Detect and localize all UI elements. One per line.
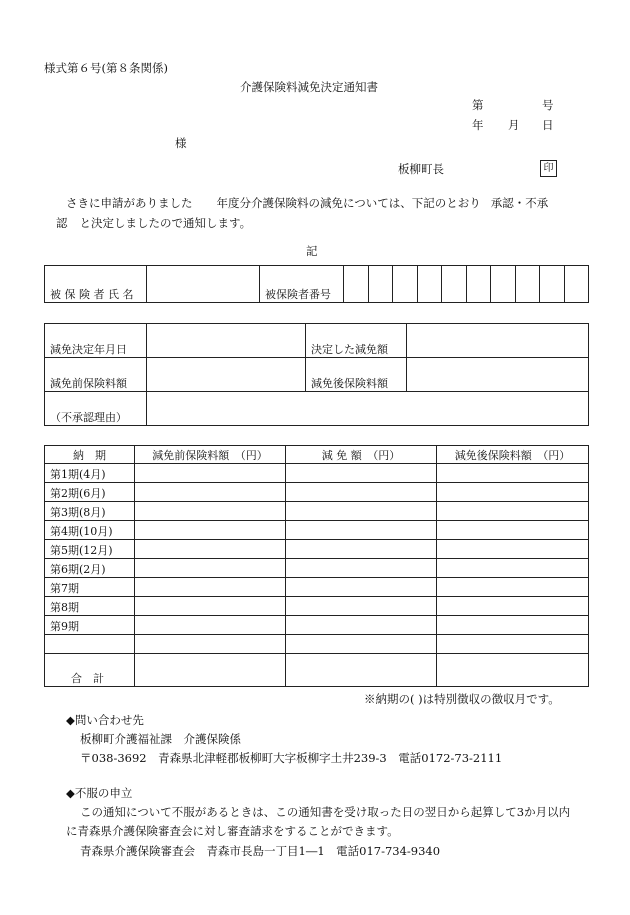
before-cell[interactable] (135, 578, 286, 597)
appeal-office: 青森県介護保険審査会 青森市長島一丁目1―1 電話017-734-9340 (80, 844, 441, 858)
before-cell[interactable] (135, 540, 286, 559)
before-amount-field[interactable] (147, 358, 306, 392)
schedule-table (44, 445, 589, 687)
period-label: 第7期 (45, 578, 135, 597)
appeal-heading: ◆不服の申立 (66, 786, 133, 800)
insured-number-digit[interactable] (417, 266, 442, 303)
total-label: 合 計 (45, 654, 135, 687)
reduction-cell[interactable] (286, 559, 437, 578)
before-cell[interactable] (135, 521, 286, 540)
table-row (45, 502, 589, 521)
before-cell[interactable] (135, 559, 286, 578)
period-label: 第2期(6月) (45, 483, 135, 502)
decision-amount-field[interactable] (407, 324, 589, 358)
decision-table (44, 323, 589, 426)
rejection-reason-field[interactable] (147, 392, 589, 426)
period-label: 第6期(2月) (45, 559, 135, 578)
after-cell[interactable] (437, 597, 589, 616)
after-cell[interactable] (437, 635, 589, 654)
period-label: 第9期 (45, 616, 135, 635)
ki-heading: 記 (306, 244, 318, 258)
period-label: 第3期(8月) (45, 502, 135, 521)
reduction-cell[interactable] (286, 464, 437, 483)
reduction-cell[interactable] (286, 521, 437, 540)
seal-mark: 印 (540, 160, 557, 177)
after-amount-label: 減免後保険料額 (306, 358, 407, 392)
insured-number-digit[interactable] (393, 266, 418, 303)
table-row (45, 483, 589, 502)
reduction-cell[interactable] (286, 502, 437, 521)
schedule-header: 減 免 額 （円） (286, 446, 437, 464)
total-reduction-cell[interactable] (286, 654, 437, 687)
insured-number-digit[interactable] (540, 266, 565, 303)
before-cell[interactable] (135, 502, 286, 521)
reduction-cell[interactable] (286, 616, 437, 635)
contact-address: 〒038-3692 青森県北津軽郡板柳町大字板柳字土井239-3 電話0172-73-2111 (80, 751, 503, 765)
before-cell[interactable] (135, 483, 286, 502)
before-cell[interactable] (135, 597, 286, 616)
period-label: 第4期(10月) (45, 521, 135, 540)
date-month: 月 (508, 118, 520, 132)
period-label: 第5期(12月) (45, 540, 135, 559)
date-year: 年 (472, 118, 484, 132)
insured-number-digit[interactable] (564, 266, 589, 303)
after-cell[interactable] (437, 483, 589, 502)
insured-table (44, 265, 589, 303)
after-cell[interactable] (437, 578, 589, 597)
contact-heading: ◆問い合わせ先 (66, 713, 144, 727)
reduction-cell[interactable] (286, 578, 437, 597)
period-label: 第8期 (45, 597, 135, 616)
form-number: 様式第６号(第８条関係) (44, 61, 168, 75)
decision-amount-label: 決定した減免額 (306, 324, 407, 358)
schedule-note: ※納期の( )は特別徴収の徴収月です。 (364, 692, 560, 706)
after-amount-field[interactable] (407, 358, 589, 392)
insured-name-field[interactable] (147, 266, 260, 303)
period-label: 第1期(4月) (45, 464, 135, 483)
after-cell[interactable] (437, 616, 589, 635)
insured-number-digit[interactable] (466, 266, 491, 303)
after-cell[interactable] (437, 464, 589, 483)
insured-number-digit[interactable] (442, 266, 467, 303)
schedule-header: 納 期 (45, 446, 135, 464)
date-day: 日 (542, 118, 554, 132)
before-cell[interactable] (135, 464, 286, 483)
schedule-header: 減免前保険料額 （円） (135, 446, 286, 464)
insured-number-digit[interactable] (491, 266, 516, 303)
reduction-cell[interactable] (286, 540, 437, 559)
table-row (45, 521, 589, 540)
reduction-cell[interactable] (286, 483, 437, 502)
contact-dept: 板柳町介護福祉課 介護保険係 (80, 732, 241, 746)
after-cell[interactable] (437, 521, 589, 540)
table-row (45, 559, 589, 578)
table-row (45, 635, 589, 654)
document-title: 介護保険料減免決定通知書 (240, 80, 378, 94)
doc-no-prefix: 第 (472, 98, 484, 112)
rejection-reason-label: （不承認理由） (45, 392, 147, 426)
before-cell[interactable] (135, 616, 286, 635)
after-cell[interactable] (437, 502, 589, 521)
table-row (45, 578, 589, 597)
appeal-text-line1: この通知について不服があるときは、この通知書を受け取った日の翌日から起算して3か月以内 (80, 805, 571, 819)
period-label (45, 635, 135, 654)
decision-date-field[interactable] (147, 324, 306, 358)
total-before-cell[interactable] (135, 654, 286, 687)
insured-number-digit[interactable] (368, 266, 393, 303)
reduction-cell[interactable] (286, 597, 437, 616)
insured-number-label: 被保険者番号 (260, 266, 344, 303)
table-row (45, 540, 589, 559)
decision-date-label: 減免決定年月日 (45, 324, 147, 358)
insured-number-digit[interactable] (515, 266, 540, 303)
appeal-text-line2: に青森県介護保険審査会に対し審査請求をすることができます。 (66, 824, 399, 838)
table-row (45, 616, 589, 635)
before-amount-label: 減免前保険料額 (45, 358, 147, 392)
insured-name-label: 被 保 険 者 氏 名 (45, 266, 147, 303)
issuer-name: 板柳町長 (398, 162, 444, 176)
recipient-honorific: 様 (175, 136, 187, 150)
reduction-cell[interactable] (286, 635, 437, 654)
intro-paragraph: さきに申請がありました 年度分介護保険料の減免については、下記のとおり 承認・不承 認 と決定しましたので通知します。 (56, 196, 549, 230)
total-after-cell[interactable] (437, 654, 589, 687)
schedule-header: 減免後保険料額 （円） (437, 446, 589, 464)
table-row (45, 597, 589, 616)
after-cell[interactable] (437, 559, 589, 578)
table-row (45, 464, 589, 483)
insured-number-digit[interactable] (344, 266, 369, 303)
after-cell[interactable] (437, 540, 589, 559)
total-row (45, 654, 589, 687)
doc-no-suffix: 号 (542, 98, 554, 112)
before-cell[interactable] (135, 635, 286, 654)
